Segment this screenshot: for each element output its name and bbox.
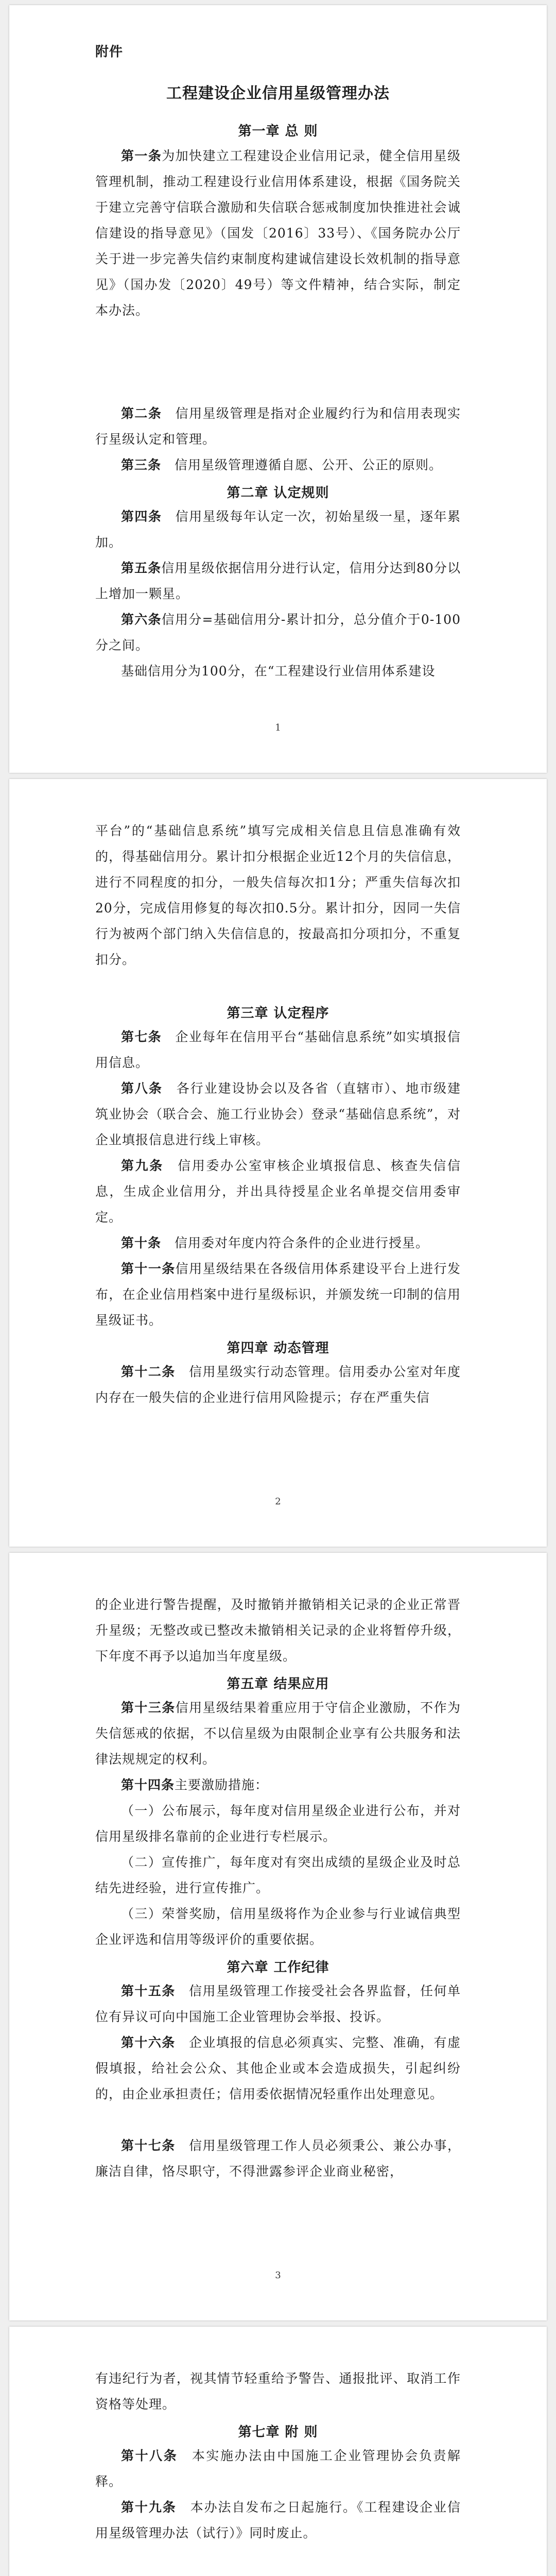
article-text: 信用委对年度内符合条件的企业进行授星。 [175,1235,429,1250]
article-text: 本实施办法由中国施工企业管理协会负责解释。 [95,2448,461,2489]
document-title: 工程建设企业信用星级管理办法 [166,84,390,103]
article-6-paragraph-2-continued: 平台”的“基础信息系统”填写完成相关信息且信息准确有效的，得基础信用分。累计扣分根据企业近12个月的失信信息，进行不同程度的扣分，一般失信每次扣1分；严重失信每次扣20分，完成信用修复的每次扣0.5分。累计扣分，因同一失信行为被两个部门纳入失信信息的，按最高扣分项扣分，不重复扣分。 [95,823,461,967]
article-text: 信用星级管理是指对企业履约行为和信用表现实行星级认定和管理。 [95,406,461,447]
article-label: 第十二条 [121,1364,176,1379]
article-label: 第十六条 [121,2035,176,2050]
article-17 [95,2133,461,2184]
page-content [95,779,461,1547]
article-text: 信用星级管理工作接受社会各界监督，任何单位有异议可向中国施工企业管理协会举报、投诉。 [95,1984,461,2024]
page-content [95,1553,461,2320]
article-14-item-1: （一）公布展示，每年度对信用星级企业进行公布，并对信用星级排名靠前的企业进行专栏展示。 [95,1803,461,1844]
attachment-label: 附件 [95,44,124,60]
article-8 [95,1076,461,1153]
article-label: 第十七条 [121,2138,176,2153]
article-label: 第六条 [121,612,162,627]
article-12-continued: 的企业进行警告提醒，及时撤销并撤销相关记录的企业正常晋升星级；无整改或已整改未撤销相关记录的企业将暂停升级，下年度不再予以追加当年度星级。 [95,1597,461,1664]
article-label: 第八条 [121,1081,163,1096]
document-page-4 [9,2327,547,2576]
article-text: 信用星级结果在各级信用体系建设平台上进行发布，在企业信用档案中进行星级标识，并颁发统一印制的信用星级证书。 [95,1261,461,1328]
article-label: 第四条 [121,509,162,524]
article-text: 信用委办公室审核企业填报信息、核查失信信息，生成企业信用分，并出具待授星企业名单提交信用委审定。 [95,1158,461,1225]
document-page-1 [9,5,547,773]
article-17-continued: 有违纪行为者，视其情节轻重给予警告、通报批评、取消工作资格等处理。 [95,2371,461,2412]
article-9 [95,1153,461,1230]
chapter-heading: 第六章 工作纪律 [227,1960,329,1975]
chapter-heading: 第三章 认定程序 [227,1006,329,1021]
article-6-paragraph-2: 基础信用分为100分，在“工程建设行业信用体系建设 [121,664,436,679]
article-text: 信用星级管理遵循自愿、公开、公正的原则。 [175,457,443,472]
article-label: 第九条 [121,1158,164,1173]
article-text: 为加快建立工程建设企业信用记录，健全信用星级管理机制，推动工程建设行业信用体系建设，根据《国务院关于建立完善守信联合激励和失信联合惩戒制度加快推进社会诚信建设的指导意见》（国发〔2016〕33号）、《国务院办公厅关于进一步完善失信约束制度构建诚信建设长效机制的指导意见》（国办发〔2020〕49号）等文件精神，结合实际，制定本办法。 [95,148,461,318]
document-page-3 [9,1553,547,2320]
page-number: 3 [275,2270,281,2281]
article-label: 第二条 [121,406,162,421]
chapter-heading: 第五章 结果应用 [227,1676,329,1692]
article-text: 主要激励措施： [175,1777,269,1792]
article-text: 信用星级依据信用分进行认定，信用分达到80分以上增加一颗星。 [95,561,461,601]
article-11 [95,1256,461,1333]
article-18 [95,2443,461,2495]
article-19 [95,2495,461,2546]
article-label: 第十九条 [121,2500,177,2515]
article-6 [95,607,461,658]
article-label: 第十八条 [121,2448,178,2463]
article-text: 信用分=基础信用分-累计扣分，总分值介于0-100分之间。 [95,612,461,653]
article-text: 企业填报的信息必须真实、完整、准确，有虚假填报，给社会公众、其他企业或本会造成损失，引起纠纷的，由企业承担责任；信用委依据情况轻重作出处理意见。 [95,2035,461,2102]
article-label: 第三条 [121,457,162,472]
article-14 [95,1772,461,1798]
article-1 [95,143,461,324]
page-number: 1 [275,722,281,733]
article-15 [95,1978,461,2030]
article-text: 信用星级实行动态管理。信用委办公室对年度内存在一般失信的企业进行信用风险提示；存在严重失信 [95,1364,461,1405]
article-3 [95,452,461,478]
article-14-item-3: （三）荣誉奖励，信用星级将作为企业参与行业诚信典型企业评选和信用等级评价的重要依据。 [95,1906,461,1947]
article-label: 第十五条 [121,1984,176,1998]
article-text: 本办法自发布之日起施行。《工程建设企业信用星级管理办法（试行）》同时废止。 [95,2500,461,2540]
page-content [95,5,461,773]
article-text: 信用星级结果着重应用于守信企业激励，不作为失信惩戒的依据，不以信星级为由限制企业享有公共服务和法律法规规定的权利。 [95,1700,461,1767]
article-7 [95,1024,461,1076]
chapter-heading: 第四章 动态管理 [227,1341,329,1356]
article-label: 第五条 [121,561,162,575]
chapter-heading: 第一章 总 则 [238,124,318,139]
article-label: 第十条 [121,1235,162,1250]
article-4 [95,504,461,555]
article-12 [95,1359,461,1411]
article-13 [95,1695,461,1772]
article-label: 第十四条 [121,1777,175,1792]
chapter-heading: 第七章 附 则 [238,2425,318,2440]
article-10 [95,1230,461,1256]
article-14-item-2: （二）宣传推广，每年度对有突出成绩的星级企业及时总结先进经验，进行宣传推广。 [95,1855,461,1895]
document-page-2 [9,779,547,1547]
article-text: 信用星级管理工作人员必须秉公、兼公办事，廉洁自律，恪尽职守，不得泄露参评企业商业秘密， [95,2138,461,2179]
article-16 [95,2030,461,2107]
page-number: 2 [275,1496,281,1507]
article-text: 信用星级每年认定一次，初始星级一星，逐年累加。 [95,509,461,550]
article-label: 第十三条 [121,1700,176,1715]
article-label: 第十一条 [121,1261,176,1276]
chapter-heading: 第二章 认定规则 [227,485,329,501]
article-5 [95,555,461,607]
article-text: 企业每年在信用平台“基础信息系统”如实填报信用信息。 [95,1029,461,1070]
page-content [95,2327,461,2576]
article-label: 第七条 [121,1029,162,1044]
article-label: 第一条 [121,148,162,163]
article-text: 各行业建设协会以及各省（直辖市）、地市级建筑业协会（联合会、施工行业协会）登录“基础信息系统”，对企业填报信息进行线上审核。 [95,1081,461,1147]
article-2 [95,401,461,452]
